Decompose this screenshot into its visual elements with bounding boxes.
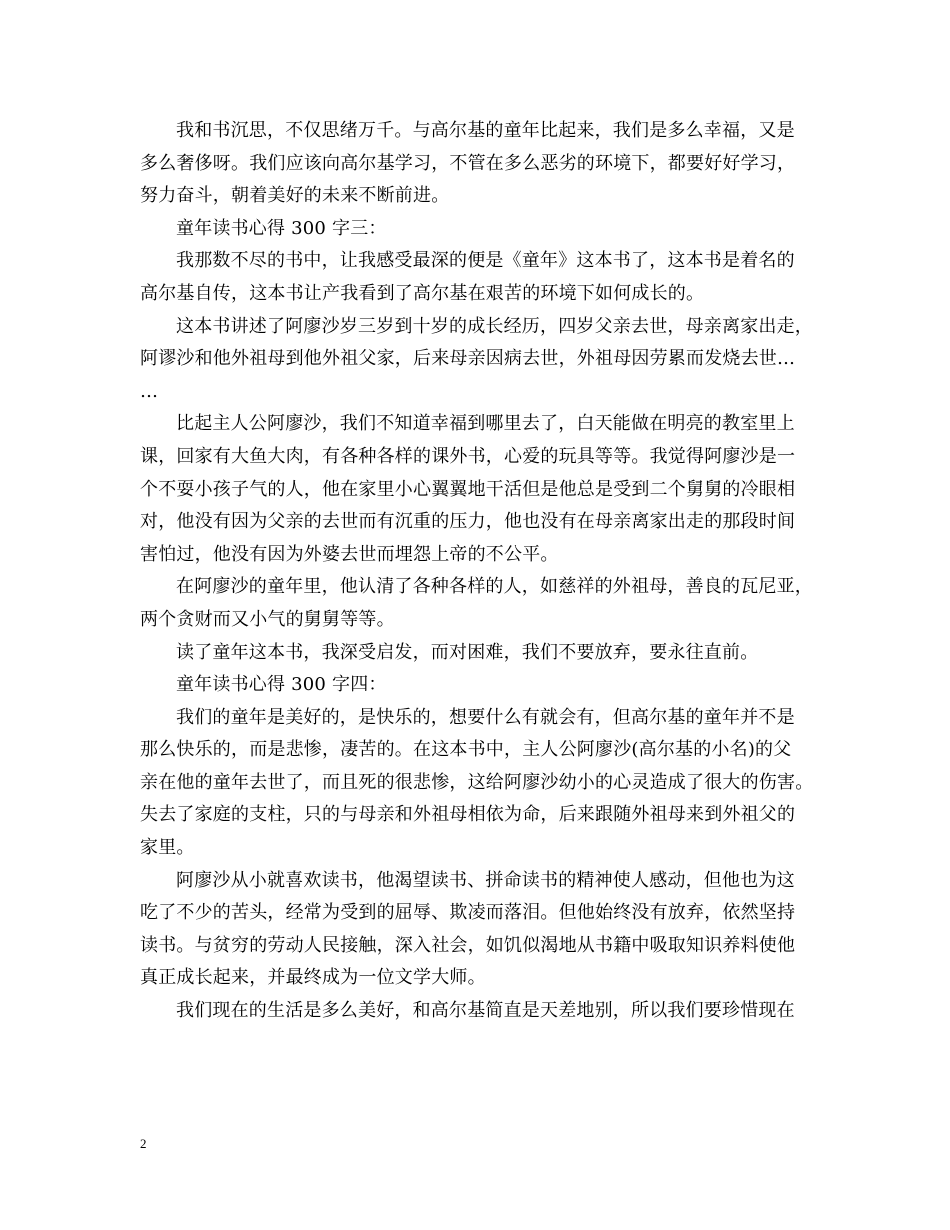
text-line: 这本书讲述了阿廖沙岁三岁到十岁的成长经历，四岁父亲去世，母亲离家出走， — [176, 315, 813, 337]
section-heading: 童年读书心得 300 字三： — [176, 217, 387, 239]
text-line: 读书。与贫穷的劳动人民接触，深入社会，如饥似渴地从书籍中吸取知识养料使他 — [140, 934, 796, 956]
text-line: 多么奢侈呀。我们应该向高尔基学习，不管在多么恶劣的环境下，都要好好学习， — [140, 152, 796, 174]
text-line: 两个贪财而又小气的舅舅等等。 — [140, 608, 395, 630]
text-line: 我们现在的生活是多么美好，和高尔基简直是天差地别，所以我们要珍惜现在 — [176, 1000, 795, 1022]
page-number: 2 — [140, 1136, 147, 1151]
text-line: … — [140, 380, 159, 402]
text-line: 我们的童年是美好的，是快乐的，想要什么有就会有，但高尔基的童年并不是 — [176, 706, 795, 728]
text-line: 个不耍小孩子气的人，他在家里小心翼翼地干活但是他总是受到二个舅舅的冷眼相 — [140, 478, 796, 500]
text-line: 课，回家有大鱼大肉，有各种各样的课外书，心爱的玩具等等。我觉得阿廖沙是一 — [140, 445, 796, 467]
text-line: 比起主人公阿廖沙，我们不知道幸福到哪里去了，白天能做在明亮的教室里上 — [176, 413, 795, 435]
text-line: 害怕过，他没有因为外婆去世而埋怨上帝的不公平。 — [140, 543, 559, 565]
text-line: 对，他没有因为父亲的去世而有沉重的压力，他也没有在母亲离家出走的那段时间 — [140, 511, 796, 533]
text-line: 我那数不尽的书中，让我感受最深的便是《童年》这本书了，这本书是着名的 — [176, 250, 795, 272]
text-line: 在阿廖沙的童年里，他认清了各种各样的人，如慈祥的外祖母，善良的瓦尼亚， — [176, 576, 813, 598]
text-line: 失去了家庭的支柱，只的与母亲和外祖母相依为命，后来跟随外祖母来到外祖父的 — [140, 804, 796, 826]
document-body — [140, 115, 820, 1028]
text-line: 读了童年这本书，我深受启发，而对困难，我们不要放弃，要永往直前。 — [176, 641, 759, 663]
text-line: 我和书沉思，不仅思绪万千。与高尔基的童年比起来，我们是多么幸福，又是 — [176, 120, 795, 141]
text-line: 家里。 — [140, 837, 195, 859]
text-line: 那么快乐的，而是悲惨，凄苦的。在这本书中，主人公阿廖沙(高尔基的小名)的父 — [140, 739, 792, 761]
text-line: 阿廖沙从小就喜欢读书，他渴望读书、拼命读书的精神使人感动，但他也为这 — [176, 869, 795, 891]
text-line: 高尔基自传，这本书让产我看到了高尔基在艰苦的环境下如何成长的。 — [140, 282, 705, 304]
text-line: 吃了不少的苦头，经常为受到的屈辱、欺凌而落泪。但他始终没有放弃，依然坚持 — [140, 902, 796, 924]
text-line: 亲在他的童年去世了，而且死的很悲惨，这给阿廖沙幼小的心灵造成了很大的伤害。 — [140, 771, 814, 793]
text-line: 阿谬沙和他外祖母到他外祖父家，后来母亲因病去世，外祖母因劳累而发烧去世… — [140, 348, 796, 370]
section-heading: 童年读书心得 300 字四： — [176, 674, 387, 696]
text-line: 真正成长起来，并最终成为一位文学大师。 — [140, 967, 486, 989]
text-line: 努力奋斗，朝着美好的未来不断前进。 — [140, 185, 450, 207]
